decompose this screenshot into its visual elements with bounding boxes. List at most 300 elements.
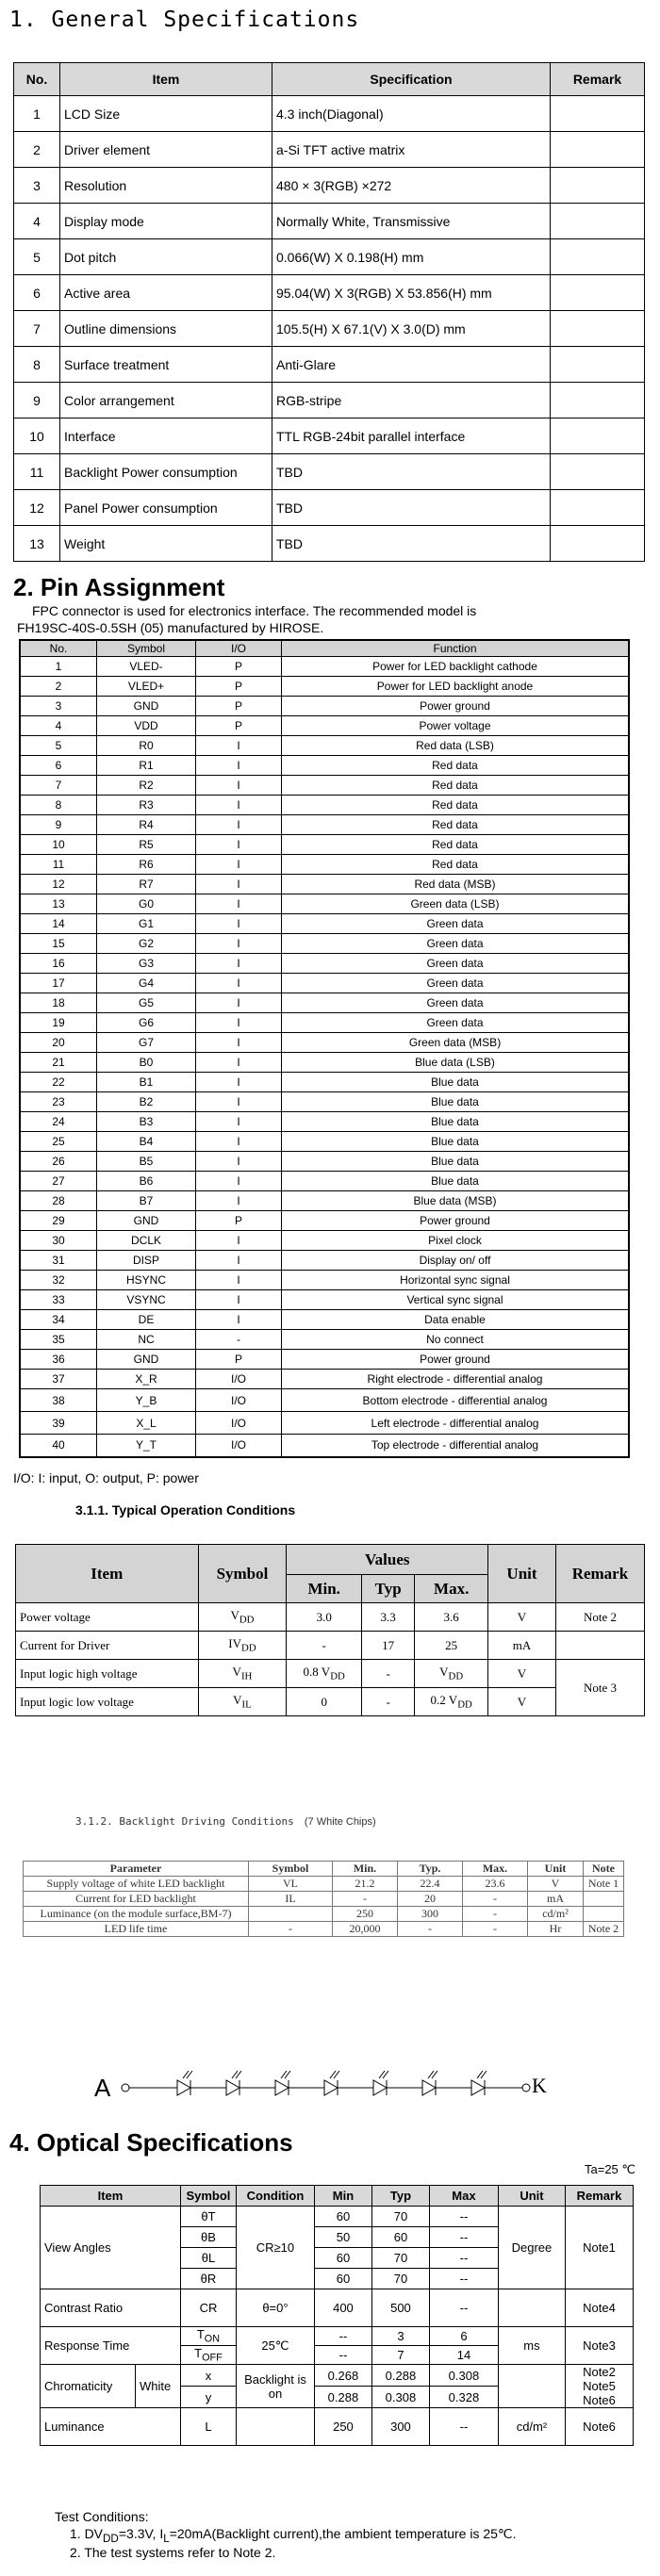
cell: I (196, 736, 282, 756)
cell: 250 (314, 2408, 371, 2446)
cell: θ=0° (236, 2289, 314, 2327)
table-row (14, 204, 645, 239)
cell: 7 (20, 776, 97, 796)
cell: I/O (196, 1435, 282, 1457)
table-row (20, 875, 629, 894)
table-row (20, 1172, 629, 1191)
cell: $V_{DD}$ (415, 1660, 488, 1688)
cell: Blue data (282, 1073, 630, 1092)
cell: Note4 (565, 2289, 633, 2327)
cell: y (180, 2387, 236, 2408)
cell: $V_{IH}$ (198, 1660, 287, 1688)
cell: Red data (282, 815, 630, 835)
test-title: Test Conditions: (55, 2509, 149, 2524)
cell: 60 (371, 2227, 429, 2248)
table-row (20, 1350, 629, 1370)
cell: x (180, 2365, 236, 2387)
cell: I (196, 1271, 282, 1290)
table-row (20, 1033, 629, 1053)
cell: Red data (282, 835, 630, 855)
cell: 105.5(H) X 67.1(V) X 3.0(D) mm (272, 311, 551, 347)
cell (498, 2289, 565, 2327)
cell: Power ground (282, 1350, 630, 1370)
cell: 3.3 (362, 1603, 415, 1632)
bl-col-typ: Typ. (398, 1862, 463, 1877)
cell (551, 526, 645, 562)
cell: Left electrode - differential analog (282, 1412, 630, 1435)
cell: Red data (282, 756, 630, 776)
cell: 35 (20, 1330, 97, 1350)
optical-title: 4. Optical Specifications (9, 2128, 293, 2157)
cell: Horizontal sync signal (282, 1271, 630, 1290)
backlight-title-wrap (75, 1815, 376, 1828)
cell: Surface treatment (60, 347, 272, 383)
bl-col-max: Max. (463, 1862, 528, 1877)
cell: I (196, 756, 282, 776)
anode-label: A (94, 2074, 111, 2102)
typical-title: 3.1.1. Typical Operation Conditions (75, 1502, 296, 1518)
cell: R7 (97, 875, 196, 894)
table-row (20, 914, 629, 934)
cell: 3 (20, 697, 97, 716)
cell: R2 (97, 776, 196, 796)
cell: - (287, 1632, 362, 1660)
cell: B1 (97, 1073, 196, 1092)
cell: Green data (282, 974, 630, 993)
cell: P (196, 1211, 282, 1231)
opt-col-min: Min (314, 2186, 371, 2207)
cell: -- (429, 2289, 498, 2327)
cell: R5 (97, 835, 196, 855)
table-row (20, 1073, 629, 1092)
cell: 70 (371, 2269, 429, 2289)
cell: 19 (20, 1013, 97, 1033)
table-row (20, 756, 629, 776)
pin-title: 2. Pin Assignment (13, 573, 225, 601)
cell: Power ground (282, 697, 630, 716)
cell: 0 (287, 1688, 362, 1716)
cell: NC (97, 1330, 196, 1350)
cell: 0.2 $V_{DD}$ (415, 1688, 488, 1716)
cell: GND (97, 697, 196, 716)
cell: 0.308 (429, 2365, 498, 2387)
opt-col-remark: Remark (565, 2186, 633, 2207)
cell: B7 (97, 1191, 196, 1211)
table-row (20, 1132, 629, 1152)
cell: 14 (429, 2346, 498, 2365)
cell: G7 (97, 1033, 196, 1053)
typ-col-symbol: Symbol (198, 1545, 287, 1603)
cell: mA (528, 1892, 584, 1907)
cell: P (196, 716, 282, 736)
cell: I (196, 1191, 282, 1211)
table-row (20, 1152, 629, 1172)
table-row (41, 2207, 634, 2227)
cell (584, 1907, 624, 1922)
bl-col-parameter: Parameter (24, 1862, 249, 1877)
bl-col-note: Note (584, 1862, 624, 1877)
cell: 31 (20, 1251, 97, 1271)
cell (551, 347, 645, 383)
cell: 3.6 (415, 1603, 488, 1632)
cell: DE (97, 1310, 196, 1330)
table-row (14, 96, 645, 132)
cell: Note 1 (584, 1877, 624, 1892)
cell: I (196, 815, 282, 835)
table-row (24, 1877, 624, 1892)
cell: 39 (20, 1412, 97, 1435)
col-spec: Specification (272, 63, 551, 96)
cell: G2 (97, 934, 196, 954)
cell: Current for Driver (16, 1632, 199, 1660)
cell: VLED+ (97, 677, 196, 697)
cell: 3 (371, 2327, 429, 2346)
cell: Blue data (282, 1112, 630, 1132)
cell: TBD (272, 454, 551, 490)
cell: Green data (282, 954, 630, 974)
typical-table (15, 1544, 645, 1716)
cell: 30 (20, 1231, 97, 1251)
cell: I (196, 1112, 282, 1132)
cell: 21 (20, 1053, 97, 1073)
table-row (14, 526, 645, 562)
cell: 8 (14, 347, 60, 383)
cell (551, 204, 645, 239)
cell: TBD (272, 526, 551, 562)
cell: B3 (97, 1112, 196, 1132)
table-row (20, 1112, 629, 1132)
cell: VL (249, 1877, 333, 1892)
cell: Green data (MSB) (282, 1033, 630, 1053)
table-row (20, 1211, 629, 1231)
cell: B0 (97, 1053, 196, 1073)
cell: 4.3 inch(Diagonal) (272, 96, 551, 132)
general-title: 1. General Specifications (9, 8, 360, 32)
table-row (20, 677, 629, 697)
table-row (20, 894, 629, 914)
table-row (41, 2289, 634, 2327)
cell: I (196, 914, 282, 934)
cell: Contrast Ratio (41, 2289, 181, 2327)
cell: Green data (282, 1013, 630, 1033)
cell: 18 (20, 993, 97, 1013)
table-row (20, 815, 629, 835)
cell: Red data (MSB) (282, 875, 630, 894)
cell (236, 2408, 314, 2446)
cell: 22.4 (398, 1877, 463, 1892)
cell: 25℃ (236, 2327, 314, 2365)
cell: Red data (282, 776, 630, 796)
cell: Note 2 (584, 1922, 624, 1937)
cell: - (249, 1922, 333, 1937)
bl-col-unit: Unit (528, 1862, 584, 1877)
cell: 50 (314, 2227, 371, 2248)
cell: 27 (20, 1172, 97, 1191)
cell: 1 (20, 657, 97, 677)
cell: - (398, 1922, 463, 1937)
cell: G1 (97, 914, 196, 934)
cell (551, 311, 645, 347)
cell: Blue data (LSB) (282, 1053, 630, 1073)
cell: Y_T (97, 1435, 196, 1457)
cell (551, 275, 645, 311)
cell: 95.04(W) X 3(RGB) X 53.856(H) mm (272, 275, 551, 311)
cell: 13 (20, 894, 97, 914)
col-remark: Remark (551, 63, 645, 96)
cell: Blue data (MSB) (282, 1191, 630, 1211)
cell: 480 × 3(RGB) ×272 (272, 168, 551, 204)
cell: I/O (196, 1389, 282, 1412)
cell: 17 (20, 974, 97, 993)
opt-col-symbol: Symbol (180, 2186, 236, 2207)
cell: P (196, 657, 282, 677)
cell: G3 (97, 954, 196, 974)
cell: Luminance (on the module surface,BM-7) (24, 1907, 249, 1922)
typ-col-max: Max. (415, 1575, 488, 1603)
cell: VDD (97, 716, 196, 736)
cell: Color arrangement (60, 383, 272, 418)
cell: 10 (14, 418, 60, 454)
cell: $T_{ON}$ (180, 2327, 236, 2346)
cell: R1 (97, 756, 196, 776)
cell: Degree (498, 2207, 565, 2289)
cell: V (528, 1877, 584, 1892)
led-diode-icon (177, 2080, 190, 2095)
cell (551, 383, 645, 418)
table-row (20, 1271, 629, 1290)
cell: 8 (20, 796, 97, 815)
general-spec-table (13, 62, 645, 562)
cell: L (180, 2408, 236, 2446)
cell: 2 (20, 677, 97, 697)
cell: 60 (314, 2207, 371, 2227)
anode-terminal (122, 2084, 129, 2092)
cell: 60 (314, 2269, 371, 2289)
cell: 37 (20, 1370, 97, 1389)
table-row (20, 1231, 629, 1251)
table-row (14, 418, 645, 454)
test-line-1: 1. $DV_{DD}=3.3V$, $I_L=20mA(Backlight$ current),the ambient temperature is 25℃. (70, 2526, 517, 2545)
bl-col-min: Min. (333, 1862, 398, 1877)
cell: Input logic low voltage (16, 1688, 199, 1716)
cell: Blue data (282, 1092, 630, 1112)
cell: - (333, 1892, 398, 1907)
cell: Vertical sync signal (282, 1290, 630, 1310)
opt-col-max: Max (429, 2186, 498, 2207)
cell: R6 (97, 855, 196, 875)
cell: CR (180, 2289, 236, 2327)
cell: LED life time (24, 1922, 249, 1937)
cell: Interface (60, 418, 272, 454)
table-row (16, 1660, 645, 1688)
cell: $T_{OFF}$ (180, 2346, 236, 2365)
cell: 38 (20, 1389, 97, 1412)
table-row (14, 347, 645, 383)
test-line-2: 2. The test systems refer to Note 2. (70, 2545, 276, 2560)
led-diode-icon (324, 2080, 338, 2095)
cell: 26 (20, 1152, 97, 1172)
cell: 13 (14, 526, 60, 562)
cell: - (463, 1922, 528, 1937)
cell: θT (180, 2207, 236, 2227)
cell: I (196, 1073, 282, 1092)
cell: Normally White, Transmissive (272, 204, 551, 239)
cell: IL (249, 1892, 333, 1907)
typ-col-remark: Remark (555, 1545, 644, 1603)
cell: I/O (196, 1412, 282, 1435)
cell: 0.8 $V_{DD}$ (287, 1660, 362, 1688)
cell: Data enable (282, 1310, 630, 1330)
backlight-title: 3.1.2. Backlight Driving Conditions (75, 1815, 294, 1828)
cell: G5 (97, 993, 196, 1013)
cell: R0 (97, 736, 196, 756)
cell: I (196, 1290, 282, 1310)
cell: Blue data (282, 1152, 630, 1172)
typ-col-item: Item (16, 1545, 199, 1603)
cell: 70 (371, 2248, 429, 2269)
cell: CR≥10 (236, 2207, 314, 2289)
cell: 5 (20, 736, 97, 756)
table-row (20, 835, 629, 855)
cell: Red data (282, 855, 630, 875)
cell: P (196, 697, 282, 716)
pin-col-io: I/O (196, 640, 282, 657)
led-diode-icon (226, 2080, 239, 2095)
cell: I (196, 993, 282, 1013)
cell: ms (498, 2327, 565, 2365)
cell: Red data (LSB) (282, 736, 630, 756)
cell: $V_{DD}$ (198, 1603, 287, 1632)
cell: 9 (20, 815, 97, 835)
cell: Green data (LSB) (282, 894, 630, 914)
cell: B4 (97, 1132, 196, 1152)
cell: Anti-Glare (272, 347, 551, 383)
cell (584, 1892, 624, 1907)
cell: θR (180, 2269, 236, 2289)
cell: Pixel clock (282, 1231, 630, 1251)
cell: 0.268 (314, 2365, 371, 2387)
cell: 0.288 (371, 2365, 429, 2387)
cell: Y_B (97, 1389, 196, 1412)
table-row (24, 1907, 624, 1922)
backlight-subtitle: (7 White Chips) (304, 1816, 376, 1828)
cell: - (463, 1907, 528, 1922)
cell: I (196, 1231, 282, 1251)
cell: Blue data (282, 1132, 630, 1152)
cell: B2 (97, 1092, 196, 1112)
cell: θB (180, 2227, 236, 2248)
cell: 23.6 (463, 1877, 528, 1892)
cell: View Angles (41, 2207, 181, 2289)
cell: LCD Size (60, 96, 272, 132)
cell: I (196, 954, 282, 974)
cell: 1 (14, 96, 60, 132)
cell: 22 (20, 1073, 97, 1092)
cell: P (196, 1350, 282, 1370)
table-row (41, 2408, 634, 2446)
led-chain-diagram (121, 2064, 536, 2111)
cell: I (196, 1251, 282, 1271)
led-diode-icon (422, 2080, 436, 2095)
cell: Active area (60, 275, 272, 311)
backlight-table (23, 1861, 624, 1937)
cell: Note6 (565, 2408, 633, 2446)
cell: 14 (20, 914, 97, 934)
cell: RGB-stripe (272, 383, 551, 418)
cell: DISP (97, 1251, 196, 1271)
table-row (20, 1092, 629, 1112)
cell: G4 (97, 974, 196, 993)
cell: 500 (371, 2289, 429, 2327)
cell: I (196, 796, 282, 815)
cell: I (196, 894, 282, 914)
cell (551, 96, 645, 132)
cell: White (136, 2365, 181, 2408)
cell: Weight (60, 526, 272, 562)
cell: I (196, 1172, 282, 1191)
cell: I (196, 1310, 282, 1330)
typ-col-unit: Unit (488, 1545, 556, 1603)
table-row (20, 974, 629, 993)
typ-col-values: Values (287, 1545, 488, 1575)
cell: -- (429, 2227, 498, 2248)
cell: Power for LED backlight cathode (282, 657, 630, 677)
table-row (14, 239, 645, 275)
cell (551, 490, 645, 526)
pin-intro-2: FH19SC-40S-0.5SH (05) manufactured by HIROSE. (17, 620, 324, 635)
table-row (20, 716, 629, 736)
cell: G0 (97, 894, 196, 914)
cell: DCLK (97, 1231, 196, 1251)
cell: 10 (20, 835, 97, 855)
cell: Hr (528, 1922, 584, 1937)
cell: Panel Power consumption (60, 490, 272, 526)
cathode-terminal (522, 2084, 530, 2092)
cell: Chromaticity (41, 2365, 136, 2408)
cell: 23 (20, 1092, 97, 1112)
cell: GND (97, 1350, 196, 1370)
pin-legend: I/O: I: input, O: output, P: power (13, 1470, 199, 1485)
cell (249, 1907, 333, 1922)
optical-table (40, 2185, 634, 2446)
cell: -- (429, 2269, 498, 2289)
table-row (14, 168, 645, 204)
cell: 12 (20, 875, 97, 894)
cell: P (196, 677, 282, 697)
cell: I (196, 974, 282, 993)
cell: X_L (97, 1412, 196, 1435)
cell: Power for LED backlight anode (282, 677, 630, 697)
cell: No connect (282, 1330, 630, 1350)
cell: I (196, 1013, 282, 1033)
cell: I/O (196, 1370, 282, 1389)
table-row (16, 1603, 645, 1632)
cell: 15 (20, 934, 97, 954)
table-row (20, 934, 629, 954)
cell: Right electrode - differential analog (282, 1370, 630, 1389)
cell: 17 (362, 1632, 415, 1660)
table-row (16, 1632, 645, 1660)
led-diode-icon (471, 2080, 485, 2095)
table-row (20, 1330, 629, 1350)
cell: Blue data (282, 1172, 630, 1191)
cell: V (488, 1603, 556, 1632)
cell: Outline dimensions (60, 311, 272, 347)
cell: 300 (398, 1907, 463, 1922)
cell: TBD (272, 490, 551, 526)
cell: 32 (20, 1271, 97, 1290)
cell: 34 (20, 1310, 97, 1330)
